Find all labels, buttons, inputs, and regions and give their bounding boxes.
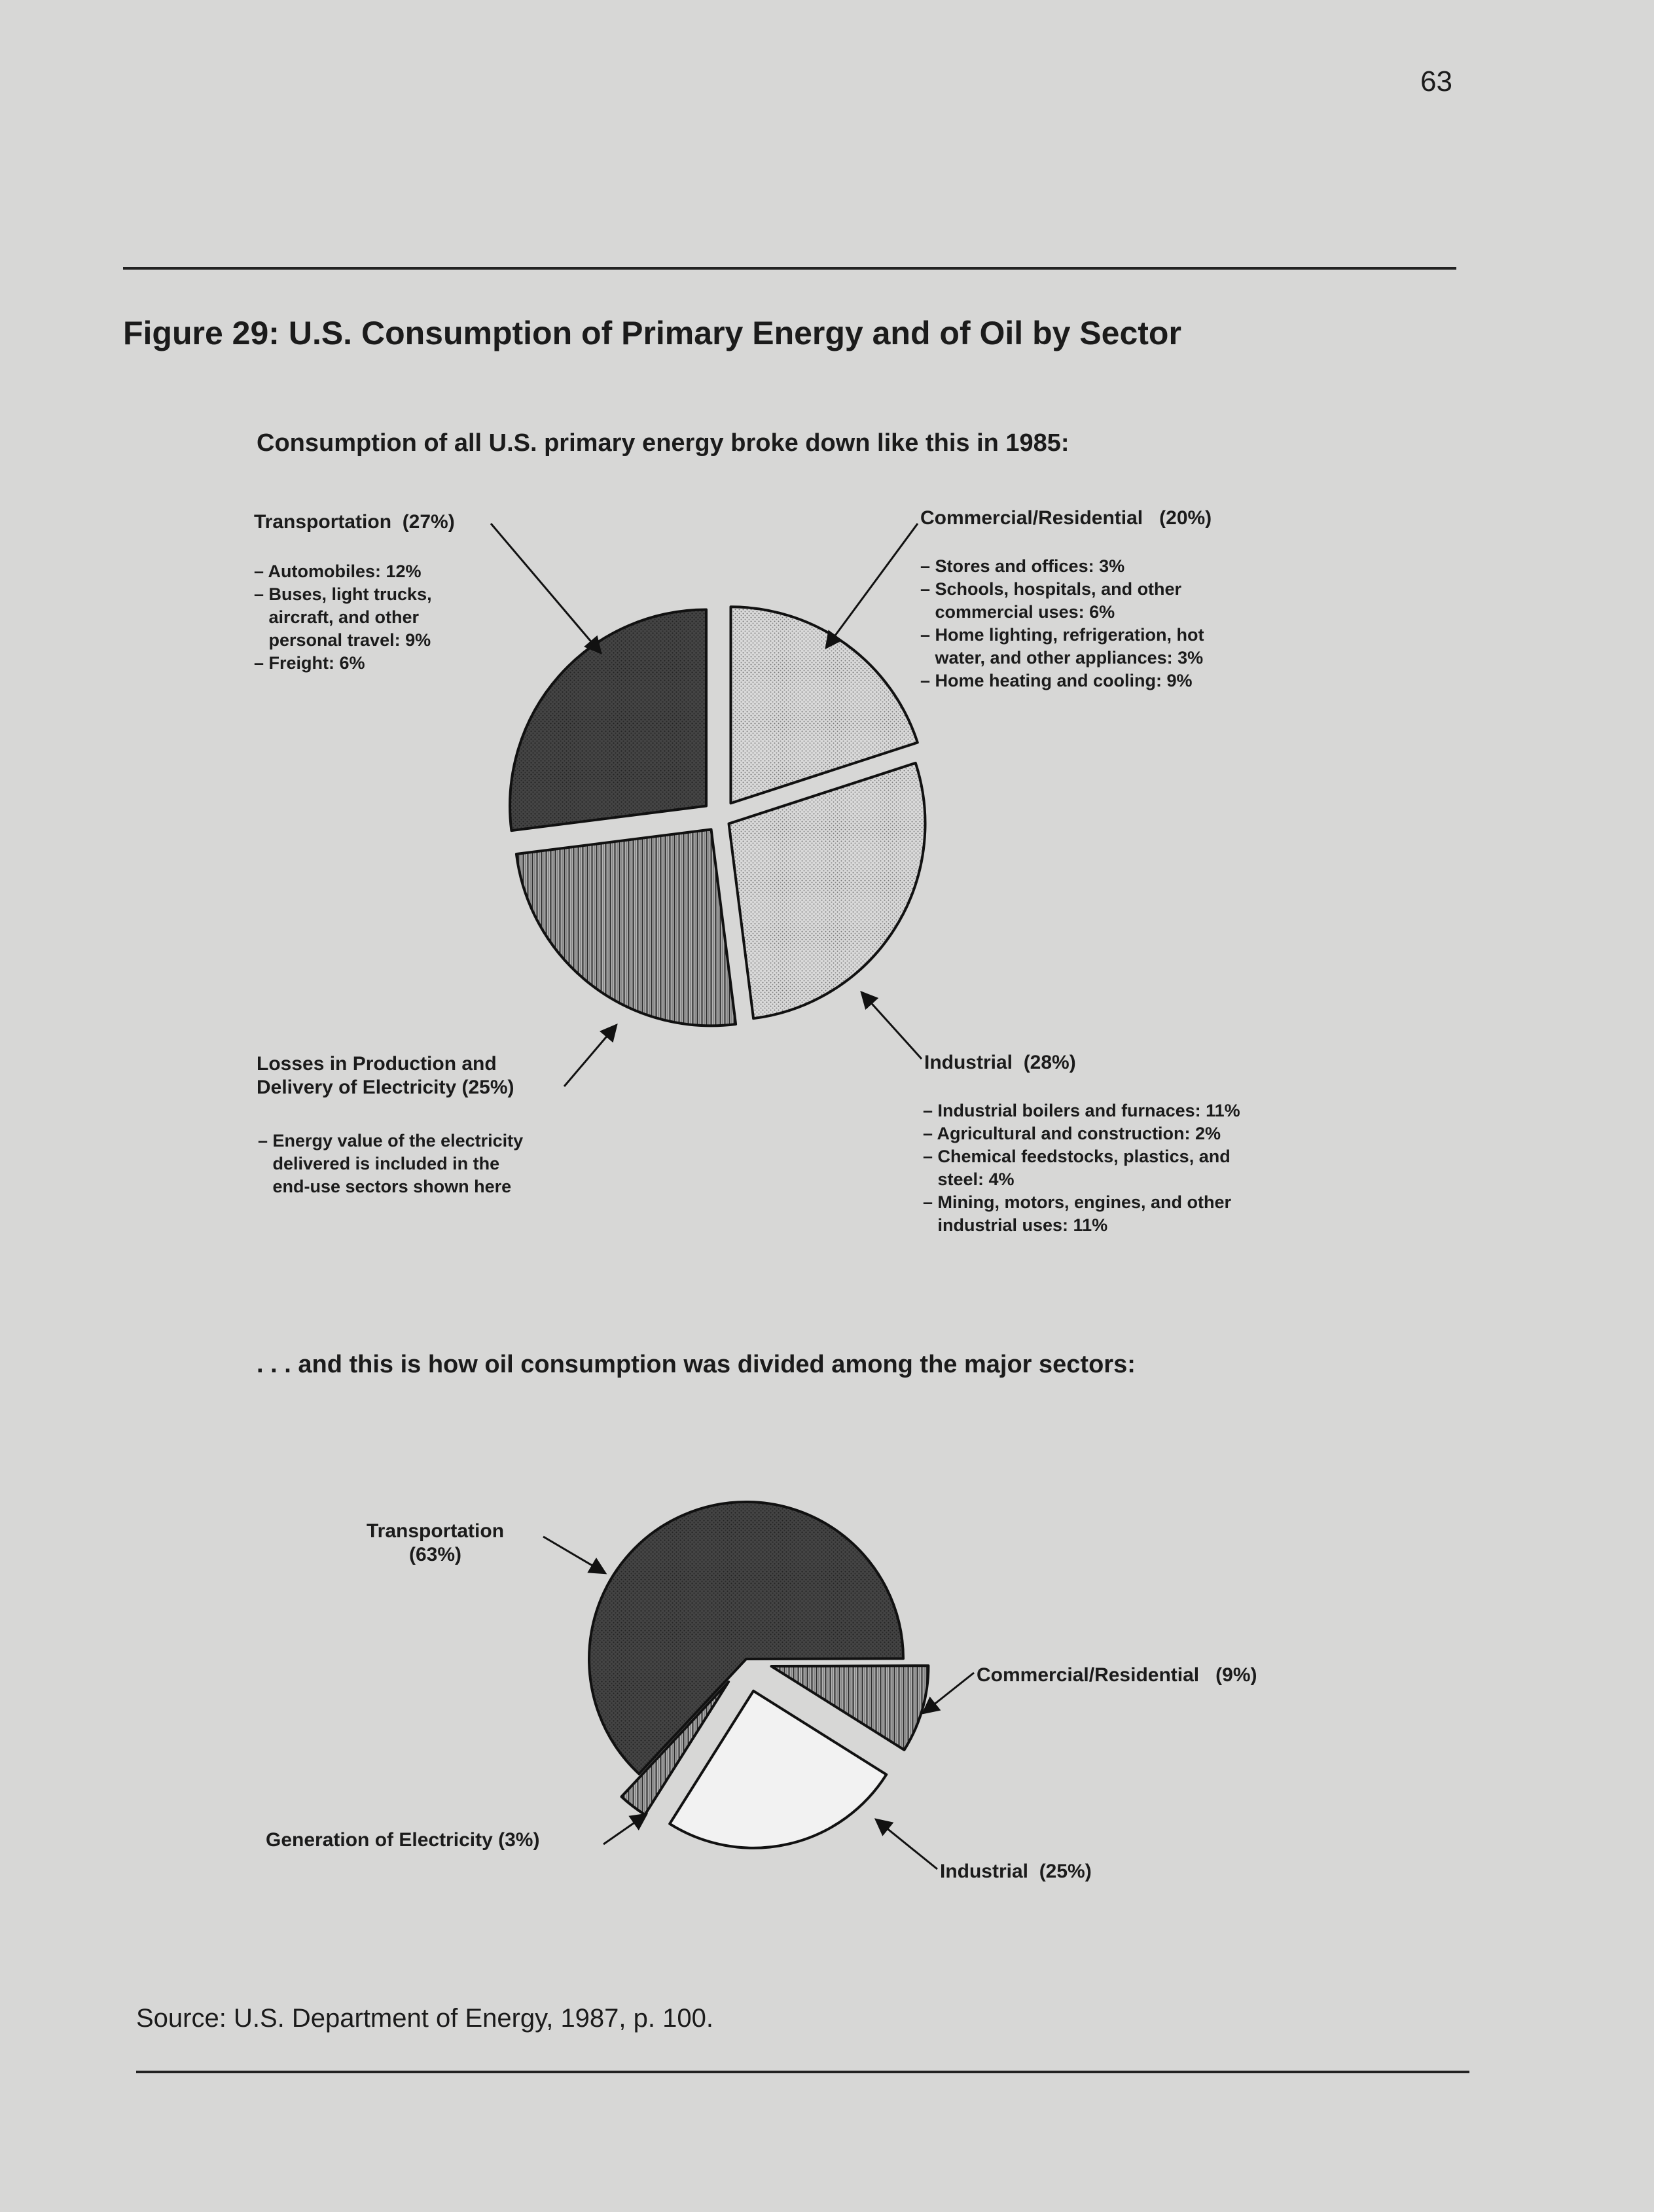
chart2-label-commercial: Commercial/Residential (9%) [977, 1664, 1257, 1686]
chart1-label-commercial: Commercial/Residential (20%) [920, 507, 1212, 529]
detail-item: delivered is included in the [258, 1154, 500, 1173]
chart1-arrow-industrial [861, 992, 922, 1059]
chart2-label-industrial: Industrial (25%) [940, 1861, 1092, 1882]
chart1-label-losses: Losses in Production and Delivery of Electricity (25%) [257, 1053, 514, 1098]
figure-title: Figure 29: U.S. Consumption of Primary Energy and of Oil by Sector [123, 315, 1181, 351]
detail-item: personal travel: 9% [254, 630, 431, 650]
detail-item: – Schools, hospitals, and other [920, 579, 1182, 599]
chart1-arrow-commercial [826, 524, 918, 648]
detail-item: – Chemical feedstocks, plastics, and [923, 1147, 1231, 1166]
detail-item: – Stores and offices: 3% [920, 556, 1125, 576]
chart1-label-industrial: Industrial (28%) [924, 1052, 1076, 1073]
chart2-arrow-industrial [876, 1819, 937, 1869]
chart1-slice-3 [516, 829, 736, 1026]
detail-item: – Home heating and cooling: 9% [920, 671, 1193, 690]
chart2-title: . . . and this is how oil consumption was divided among the major sectors: [257, 1351, 1136, 1378]
chart1-slice-2 [729, 763, 926, 1018]
chart1-label-transportation: Transportation (27%) [254, 511, 455, 533]
chart2-label-transportation: Transportation (63%) [367, 1520, 505, 1565]
detail-item: – Buses, light trucks, [254, 584, 432, 604]
detail-item: – Freight: 6% [254, 653, 365, 673]
detail-item: water, and other appliances: 3% [920, 648, 1204, 668]
detail-item: aircraft, and other [254, 607, 420, 627]
detail-item: end-use sectors shown here [258, 1177, 512, 1196]
page-number: 63 [1420, 65, 1452, 98]
detail-item: commercial uses: 6% [920, 602, 1115, 622]
chart1-slice-0 [510, 610, 706, 831]
chart2-arrow-transportation [543, 1537, 605, 1573]
chart1-arrow-transportation [491, 524, 601, 653]
detail-item: – Home lighting, refrigeration, hot [920, 625, 1204, 645]
chart2-arrow-commercial [923, 1673, 974, 1713]
detail-item: industrial uses: 11% [923, 1215, 1108, 1235]
detail-item: – Energy value of the electricity [258, 1131, 524, 1151]
detail-item: – Automobiles: 12% [254, 562, 422, 581]
chart1-arrow-losses [564, 1025, 617, 1086]
detail-item: – Industrial boilers and furnaces: 11% [923, 1101, 1240, 1120]
detail-item: steel: 4% [923, 1169, 1015, 1189]
detail-item: – Agricultural and construction: 2% [923, 1124, 1221, 1143]
chart2-label-generation: Generation of Electricity (3%) [266, 1829, 540, 1851]
detail-item: – Mining, motors, engines, and other [923, 1192, 1232, 1212]
source-note: Source: U.S. Department of Energy, 1987, p. 100. [136, 2004, 713, 2033]
chart2-arrow-generation [603, 1814, 647, 1844]
chart1-title: Consumption of all U.S. primary energy broke down like this in 1985: [257, 429, 1070, 457]
